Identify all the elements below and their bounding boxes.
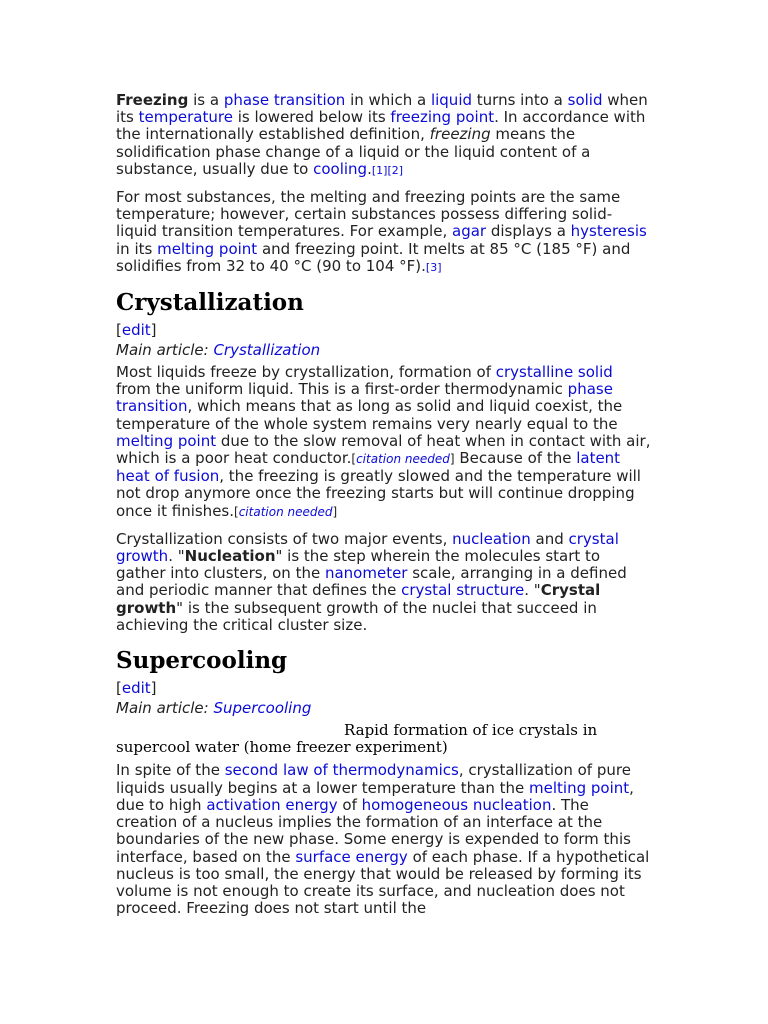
bracket: ]: [150, 321, 157, 340]
bracket: ]: [332, 504, 338, 519]
citation-needed-2: [234, 505, 337, 519]
text: is a: [188, 91, 224, 109]
citation-needed-1: [351, 452, 454, 466]
text: in which a: [345, 91, 431, 109]
link-phase-transition[interactable]: phase transition: [223, 91, 346, 109]
link-crystal-growth[interactable]: crystal growth: [116, 529, 619, 566]
text: Because of the: [454, 449, 577, 468]
term-nucleation: Nucleation: [184, 547, 276, 566]
text: . ": [168, 547, 185, 566]
citation-3[interactable]: [426, 261, 442, 274]
figure-caption: [116, 722, 652, 756]
text: of: [337, 795, 362, 814]
term-freezing: Freezing: [116, 91, 189, 109]
link-solid[interactable]: solid: [567, 91, 603, 109]
link-cooling[interactable]: cooling: [313, 159, 368, 178]
link-melting-point[interactable]: melting point: [157, 239, 258, 258]
text: turns into a: [472, 91, 568, 109]
intro-paragraph-2: [116, 189, 652, 276]
text: , crystallization of pure liquids usually begins at a lower temperature than the: [116, 761, 631, 797]
link-temperature[interactable]: temperature: [138, 108, 233, 127]
text: and: [530, 529, 569, 548]
text: . ": [524, 581, 541, 600]
text: .: [367, 159, 372, 178]
hatnote-prefix: Main article:: [116, 699, 214, 718]
link-homogeneous-nucleation[interactable]: homogeneous nucleation: [361, 795, 552, 814]
link-phase-transition-2[interactable]: phase transition: [116, 380, 613, 416]
link-latent-heat-of-fusion[interactable]: latent heat of fusion: [116, 449, 621, 486]
hatnote-prefix: Main article:: [116, 341, 214, 360]
text: means the solidification phase change of a liquid or the liquid content of a substance, usually due to: [116, 125, 591, 178]
text: . The creation of a nucleus implies the formation of an interface at the boundaries of the new phase. Some energy is expended to form this interface, based on the: [116, 795, 631, 866]
main-article-link-supercooling[interactable]: Supercooling: [213, 699, 312, 718]
crystallization-paragraph-1: [116, 364, 652, 521]
edit-section-crystallization: [116, 320, 652, 340]
citation-2[interactable]: [387, 164, 403, 177]
text: of each phase. If a hypothetical nucleus is too small, the energy that would be released by forming its volume is not enough to create its surface, and nucleation does not proceed. Freezing does not start until the: [116, 847, 650, 918]
citation-link-2[interactable]: [2]: [387, 163, 404, 177]
text: , which means that as long as solid and liquid coexist, the temperature of the whole system remains very nearly equal to the: [116, 397, 623, 433]
main-article-note-crystallization: [116, 340, 652, 360]
bracket: [: [116, 321, 122, 340]
text: when its: [116, 91, 648, 127]
bracket: ]: [150, 679, 157, 698]
caption-text: Rapid formation of ice crystals in supercool water (home freezer experiment): [116, 721, 598, 757]
bracket: [: [116, 679, 122, 698]
link-crystalline-solid[interactable]: crystalline solid: [495, 363, 613, 382]
supercooling-paragraph-1: [116, 762, 652, 917]
link-melting-point-2[interactable]: melting point: [116, 431, 217, 450]
main-article-link-crystallization[interactable]: Crystallization: [213, 341, 321, 360]
term-freezing-italic: freezing: [429, 125, 491, 144]
link-hysteresis[interactable]: hysteresis: [570, 222, 647, 241]
link-surface-energy[interactable]: surface energy: [295, 847, 408, 866]
edit-link-crystallization[interactable]: edit: [121, 321, 151, 340]
bracket: ]: [449, 452, 455, 467]
main-article-note-supercooling: [116, 698, 652, 718]
text: due to the slow removal of heat when in contact with air, which is a poor heat conductor.: [116, 431, 651, 468]
text: . In accordance with the internationally established definition,: [116, 108, 646, 144]
article-body: [116, 92, 652, 917]
crystallization-paragraph-2: [116, 531, 652, 634]
text: , due to high: [116, 778, 634, 814]
term-crystal-growth: Crystal growth: [116, 581, 601, 617]
citation-link-3[interactable]: [3]: [425, 260, 442, 274]
bracket: [: [351, 452, 357, 467]
text: in its: [116, 239, 158, 258]
link-activation-energy[interactable]: activation energy: [206, 795, 338, 814]
text: from the uniform liquid. This is a first-order thermodynamic: [116, 380, 568, 399]
link-second-law-of-thermodynamics[interactable]: second law of thermodynamics: [224, 761, 459, 780]
text: Most liquids freeze by crystallization, formation of: [116, 363, 496, 382]
text: " is the step wherein the molecules start to gather into clusters, on the: [116, 547, 601, 583]
link-nucleation[interactable]: nucleation: [452, 529, 531, 548]
link-agar[interactable]: agar: [452, 222, 487, 241]
citation-needed-link-1[interactable]: citation needed: [356, 452, 450, 467]
citation-link-1[interactable]: [1]: [371, 163, 388, 177]
link-liquid[interactable]: liquid: [430, 91, 473, 109]
text: and freezing point. It melts at 85 °C (185 °F) and solidifies from 32 to 40 °C (90 to 104 °F).: [116, 239, 631, 275]
text: In spite of the: [116, 761, 225, 780]
citation-1[interactable]: [372, 164, 388, 177]
text: " is the subsequent growth of the nuclei that succeed in achieving the critical cluster size.: [116, 598, 597, 634]
link-melting-point-3[interactable]: melting point: [529, 778, 630, 797]
text: , the freezing is greatly slowed and the temperature will not drop anymore once the freezing starts but will continue dropping once it finishes.: [116, 467, 641, 520]
intro-paragraph-1: [116, 92, 652, 179]
text: For most substances, the melting and freezing points are the same temperature; however, certain substances possess differing solid-liquid transition temperatures. For example,: [116, 188, 621, 241]
text: scale, arranging in a defined and periodic manner that defines the: [116, 564, 627, 600]
heading-crystallization: Crystallization: [116, 289, 304, 317]
text: displays a: [486, 222, 571, 241]
link-crystal-structure[interactable]: crystal structure: [401, 581, 525, 600]
text: is lowered below its: [232, 108, 391, 127]
link-freezing-point[interactable]: freezing point: [390, 108, 495, 127]
edit-link-supercooling[interactable]: edit: [121, 679, 151, 698]
bracket: [: [234, 504, 239, 519]
text: Crystallization consists of two major events,: [116, 529, 453, 548]
link-nanometer[interactable]: nanometer: [324, 564, 408, 583]
citation-needed-link-2[interactable]: citation needed: [238, 504, 333, 519]
edit-section-supercooling: [116, 678, 652, 698]
heading-supercooling: Supercooling: [116, 647, 288, 675]
